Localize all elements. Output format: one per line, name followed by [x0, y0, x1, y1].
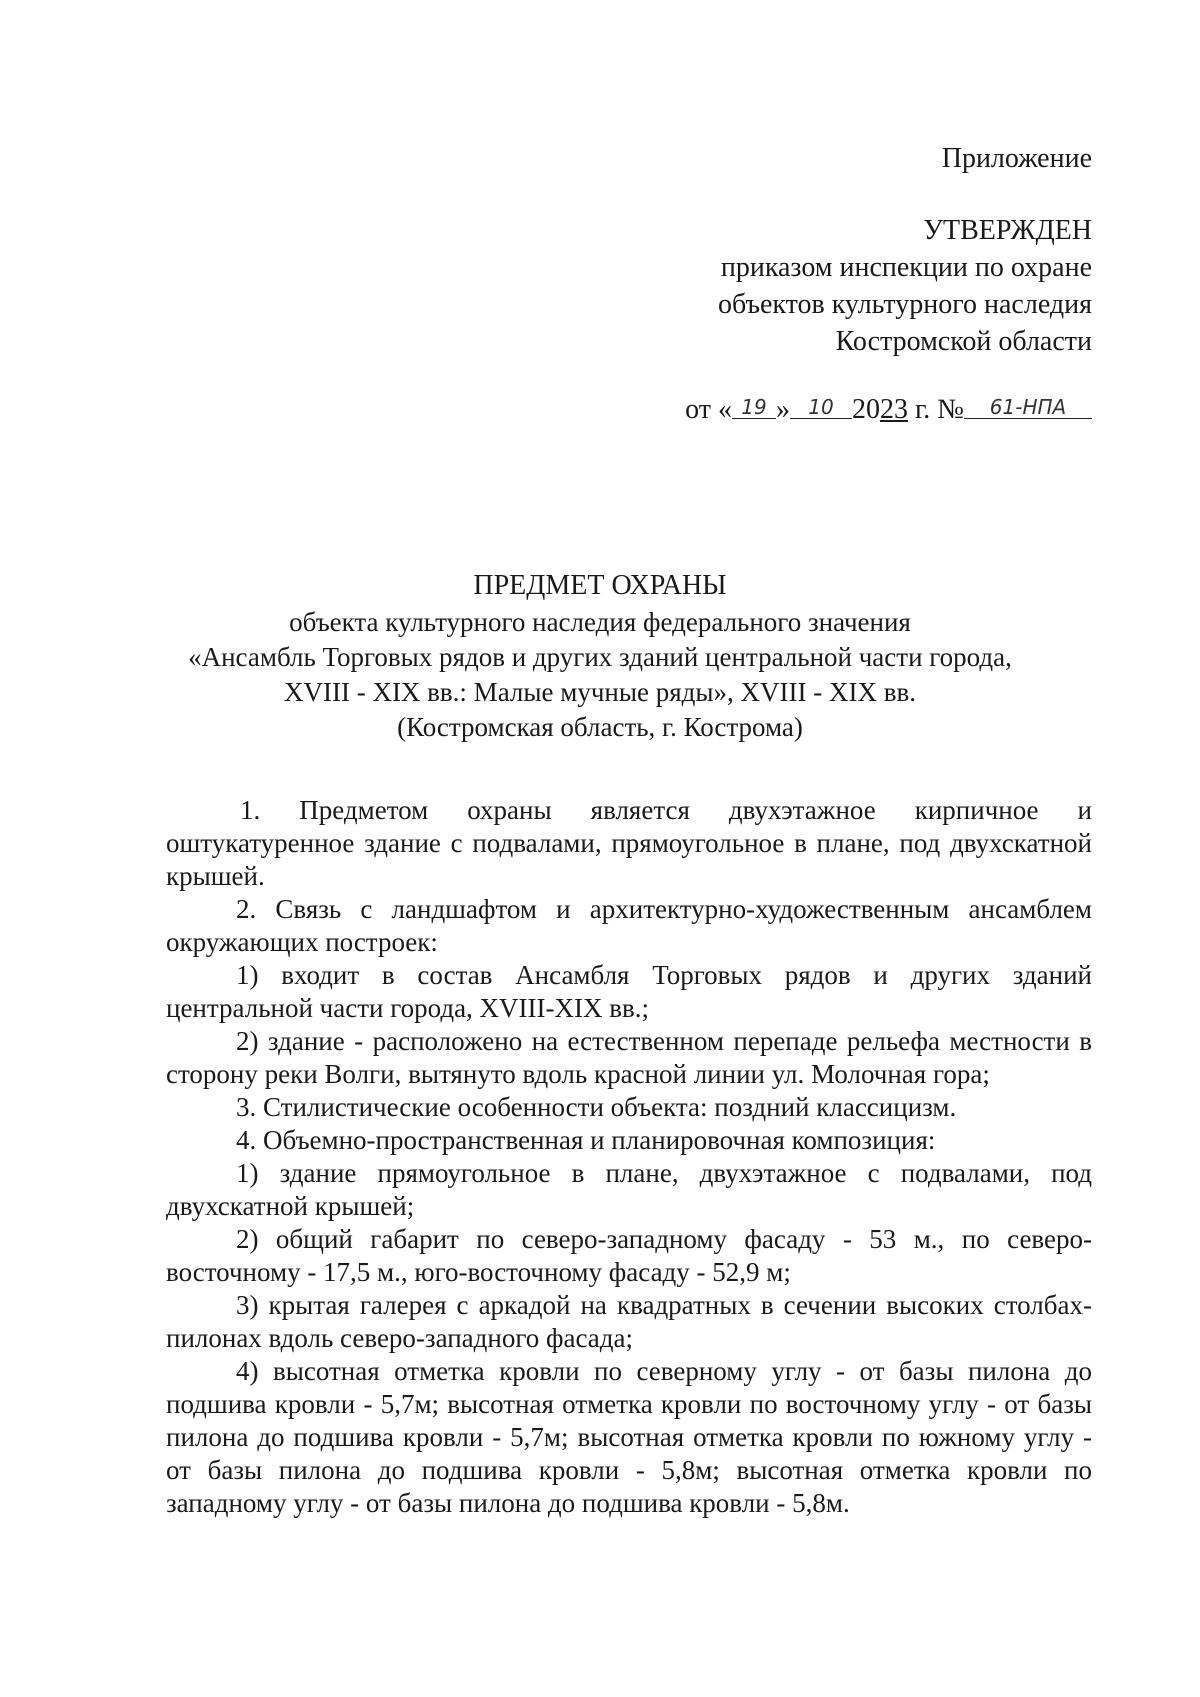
title-line: «Ансамбль Торговых рядов и других зданий центральной части города, — [188, 642, 1012, 672]
date-mid: » — [775, 394, 790, 425]
paragraph: 2) общий габарит по северо-западному фасаду - 53 м., по северо-восточному - 17,5 м., юго-восточному фасаду - 52,9 м; — [166, 1224, 1092, 1287]
paragraph: 1. Предметом охраны является двухэтажное кирпичное и оштукатуренное здание с подвалами, прямоугольное в плане, под двухскатной крышей. — [166, 795, 1092, 891]
approval-block — [718, 212, 1092, 360]
year-prefix: 20 — [851, 394, 880, 425]
appendix-label: Приложение — [941, 143, 1092, 174]
paragraph: 1) здание прямоугольное в плане, двухэтажное с подвалами, под двухскатной крышей; — [166, 1158, 1092, 1221]
paragraph: 2. Связь с ландшафтом и архитектурно-художественным ансамблем окружающих построек: — [166, 894, 1092, 957]
approved-line: Костромской области — [835, 326, 1092, 357]
approved-line: объектов культурного наследия — [717, 289, 1092, 320]
paragraph: 4. Объемно-пространственная и планировочная композиция: — [236, 1125, 936, 1155]
document-body — [166, 794, 1092, 1520]
year-after: г. № — [907, 394, 964, 425]
document-title: ПРЕДМЕТ ОХРАНЫ — [473, 570, 727, 601]
paragraph: 3) крытая галерея с аркадой на квадратных в сечении высоких столбах-пилонах вдоль северо-западного фасада; — [166, 1290, 1092, 1353]
title-line: (Костромская область, г. Кострома) — [397, 712, 803, 742]
document-title-block — [150, 568, 1050, 745]
approved-line: приказом инспекции по охране — [720, 252, 1092, 283]
title-line: объекта культурного наследия федерального значения — [289, 607, 911, 637]
date-prefix: от « — [685, 394, 732, 425]
handwritten-day: 19 — [732, 396, 776, 419]
handwritten-order-number: 61-НПА — [964, 396, 1092, 419]
order-date-line — [685, 393, 1092, 427]
handwritten-month: 10 — [790, 396, 852, 419]
paragraph: 1) входит в состав Ансамбля Торговых рядов и других зданий центральной части города, XVIII-XIX вв.; — [166, 960, 1092, 1023]
paragraph: 4) высотная отметка кровли по северному углу - от базы пилона до подшива кровли - 5,7м; высотная отметка кровли по восточному углу - от базы пилона до подшива кровли - 5,7м; высотная отметка кровли по южному углу - от базы пилона до подшива кровли - 5,8м; высотная отметка кровли по западному углу - от базы пилона до подшива кровли - 5,8м. — [166, 1356, 1092, 1518]
title-line: XVIII - XIX вв.: Малые мучные ряды», XVIII - XIX вв. — [283, 677, 916, 707]
paragraph: 2) здание - расположено на естественном перепаде рельефа местности в сторону реки Волги, вытянуто вдоль красной линии ул. Молочная гора; — [166, 1026, 1092, 1089]
year-suffix: 23 — [879, 394, 908, 425]
approved-title: УТВЕРЖДЕН — [923, 215, 1092, 246]
paragraph: 3. Стилистические особенности объекта: поздний классицизм. — [236, 1092, 957, 1122]
